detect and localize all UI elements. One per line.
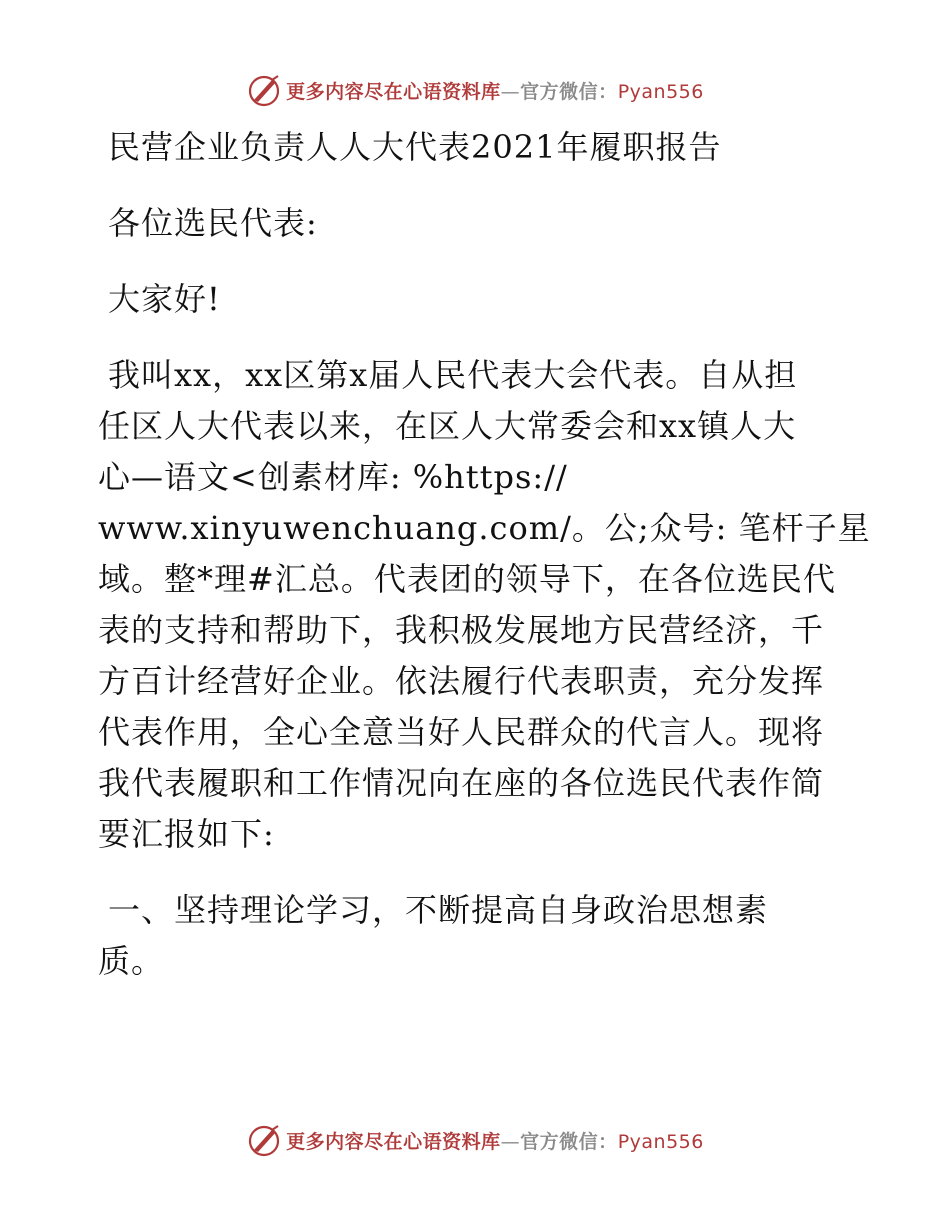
header-watermark xyxy=(0,68,950,112)
quill-pen-logo-icon xyxy=(246,1122,282,1158)
watermark-wechat-id: Pyan556 xyxy=(617,80,704,103)
body-line: 任区人大代表以来，在区人大常委会和xx镇人大 xyxy=(98,407,797,445)
watermark-site: 更多内容尽在心语资料库 xyxy=(286,80,501,103)
watermark-text xyxy=(286,1127,704,1154)
section-heading-line: 一、坚持理论学习，不断提高自身政治思想素 xyxy=(108,891,769,929)
watermark-separator: — xyxy=(500,80,521,103)
body-line: 心—语文<创素材库: %https:// xyxy=(98,458,568,496)
watermark-site: 更多内容尽在心语资料库 xyxy=(286,1130,501,1153)
section-heading xyxy=(98,885,858,987)
watermark-wechat-label: 官方微信： xyxy=(520,1130,618,1153)
body-line: 我代表履职和工作情况向在座的各位选民代表作简 xyxy=(98,764,825,802)
body-line: 我叫xx，xx区第x届人民代表大会代表。自从担 xyxy=(108,356,798,394)
watermark-wechat-id: Pyan556 xyxy=(617,1130,704,1153)
body-line: 要汇报如下: xyxy=(98,815,275,853)
body-line: 表的支持和帮助下，我积极发展地方民营经济，千 xyxy=(98,611,825,649)
document-body xyxy=(98,122,871,987)
body-paragraph xyxy=(98,350,871,860)
watermark-wechat-label: 官方微信： xyxy=(520,80,618,103)
body-line: www.xinyuwenchuang.com/。公;众号: 笔杆子星 xyxy=(98,509,871,547)
section-heading-line: 质。 xyxy=(98,942,165,980)
quill-pen-logo-icon xyxy=(246,72,282,108)
body-line: 域。整*理#汇总。代表团的领导下，在各位选民代 xyxy=(98,560,836,598)
watermark-separator: — xyxy=(500,1130,521,1153)
salutation: 各位选民代表: xyxy=(108,204,318,242)
footer-watermark xyxy=(0,1118,950,1162)
body-line: 代表作用，全心全意当好人民群众的代言人。现将 xyxy=(98,713,825,751)
watermark-text xyxy=(286,77,704,104)
document-title: 民营企业负责人人大代表2021年履职报告 xyxy=(108,128,722,166)
body-line: 方百计经营好企业。依法履行代表职责，充分发挥 xyxy=(98,662,825,700)
greeting: 大家好! xyxy=(108,280,221,318)
